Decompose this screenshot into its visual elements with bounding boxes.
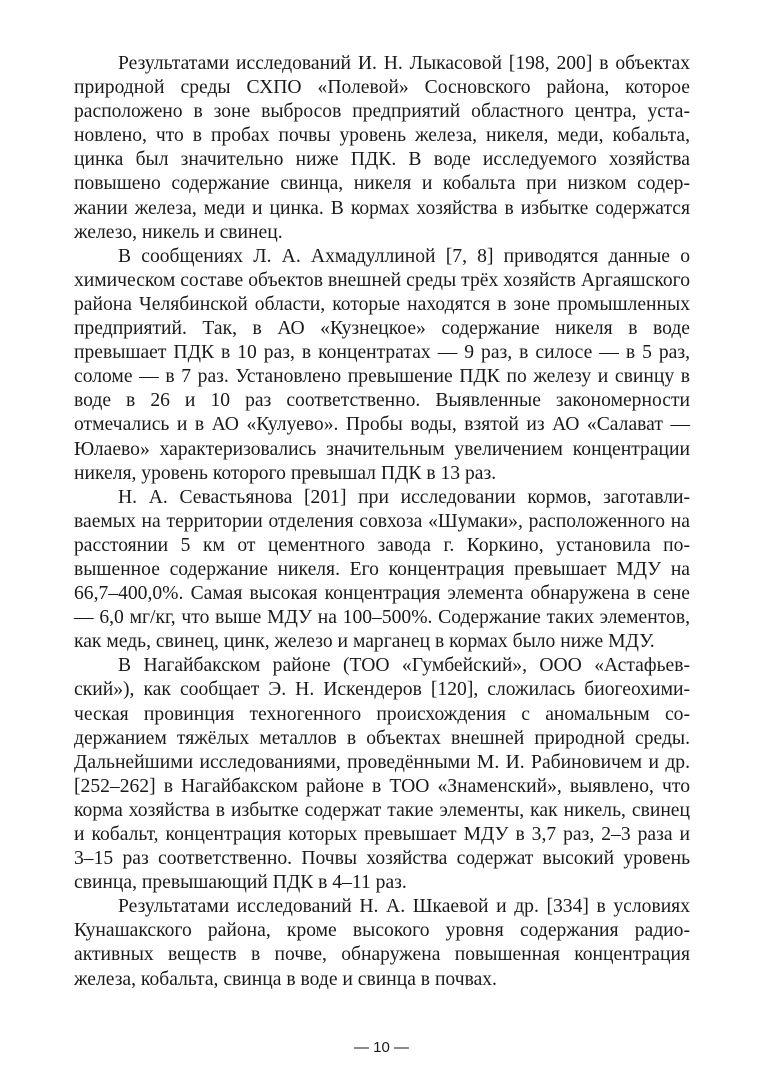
paragraph-lykasova: Результатами исследований И. Н. Лыкасовой [198, 200] в объектах природной среды СХПО «Полевой» Сосновского района, которое расположено в зоне выбросов предприятий областного центра, установлено, что в пробах почвы уровень железа, никеля, меди, кобальта, цинка был значительно ниже ПДК. В воде исследуемого хозяйства повышено содержание свинца, никеля и кобальта при низком содержании железа, меди и цинка. В кормах хозяйства в избытке содержатся железо, никель и свинец. <box>74 53 690 243</box>
paragraph-akhmadullina: В сообщениях Л. А. Ахмадуллиной [7, 8] приводятся данные о химическом составе объектов внешней среды трёх хозяйств Аргаяшского района Челябинской области, которые находятся в зоне промышленных предприятий. Так, в АО «Кузнецкое» содержание никеля в воде превышает ПДК в 10 раз, в концентратах — 9 раз, в силосе — в 5 раз, соломе — в 7 раз. Установлено превышение ПДК по железу и свинцу в воде в 26 и 10 раз соответственно. Выявленные закономерности отмечались и в АО «Кулуево». Пробы воды, взятой из АО «Салават — Юлаево» характеризовались значительным увеличением концентрации никеля, уровень которого превышал ПДК в 13 раз. <box>74 245 690 484</box>
paragraph-sevastyanova: Н. А. Севастьянова [201] при исследовании кормов, заготавливаемых на территории отделения совхоза «Шумаки», расположенного на расстоянии 5 км от цементного завода г. Коркино, установила повышенное содержание никеля. Его концентрация превышает МДУ на 66,7–400,0%. Самая высокая концентрация элемента обнаружена в сене — 6,0 мг/кг, что выше МДУ на 100–500%. Содержание таких элементов, как медь, свинец, цинк, железо и марганец в кормах было ниже МДУ. <box>74 486 690 653</box>
document-body <box>74 52 690 992</box>
paragraph-nagaibak: В Нагайбакском районе (ТОО «Гумбейский», ООО «Астафьевский»), как сообщает Э. Н. Искендеров [120], сложилась биогеохимическая провинция техногенного происхождения с аномальным содержанием тяжёлых металлов в объектах внешней природной среды. Дальнейшими исследованиями, проведёнными М. И. Рабиновичем и др. [252–262] в Нагайбакском районе в ТОО «Знаменский», выявлено, что корма хозяйства в избытке содержат такие элементы, как никель, свинец и кобальт, концентрация которых превышает МДУ в 3,7 раз, 2–3 раза и 3–15 раз соответственно. Почвы хозяйства содержат высокий уровень свинца, превышающий ПДК в 4–11 раз. <box>74 655 690 894</box>
page-number: — 10 — <box>353 1039 410 1056</box>
paragraph-shkaeva: Результатами исследований Н. А. Шкаевой и др. [334] в условиях Кунашакского района, кроме высокого уровня содержания радиоактивных веществ в почве, обнаружена повышенная концентрация железа, кобальта, свинца в воде и свинца в почвах. <box>74 896 690 990</box>
